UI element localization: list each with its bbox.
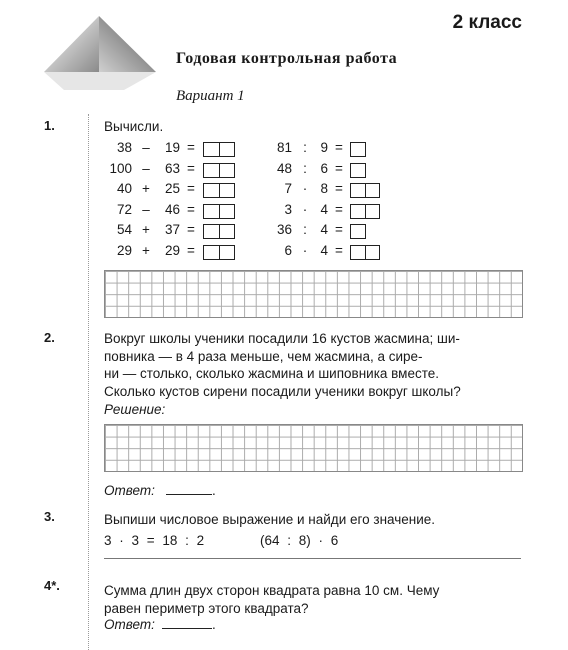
page-title: Годовая контрольная работа xyxy=(176,50,398,67)
task-1-number: 1. xyxy=(44,118,55,133)
answer-box[interactable] xyxy=(203,224,235,239)
answer-box[interactable] xyxy=(203,245,235,260)
operand-a: 72 xyxy=(116,201,132,217)
equals-sign: = xyxy=(187,222,195,238)
equals-sign: = xyxy=(335,140,343,155)
answer-box[interactable] xyxy=(350,204,380,219)
task-4-line: Сумма длин двух сторон квадрата равна 10 см. Чему xyxy=(104,583,440,598)
task-4-answer-period: . xyxy=(212,617,216,632)
equals-sign: = xyxy=(187,160,195,176)
operator: : xyxy=(303,140,307,155)
operand-b: 19 xyxy=(164,140,180,155)
operator: · xyxy=(302,243,308,258)
operator: · xyxy=(302,181,308,197)
task-4-line: равен периметр этого квадрата? xyxy=(104,600,309,616)
task-3-number: 3. xyxy=(44,509,55,524)
equals-sign: = xyxy=(335,160,343,176)
equals-sign: = xyxy=(187,140,195,155)
operand-b: 46 xyxy=(164,201,180,217)
answer-box[interactable] xyxy=(203,142,235,157)
task-4-answer-label: Ответ: xyxy=(104,617,155,632)
task-3-prompt: Выпиши числовое выражение и найди его значение. xyxy=(104,512,436,527)
answer-box[interactable] xyxy=(350,142,366,157)
equals-sign: = xyxy=(335,243,343,258)
operand-a: 100 xyxy=(109,160,132,176)
operand-a: 38 xyxy=(116,140,132,155)
equals-sign: = xyxy=(335,222,343,238)
operand-a: 54 xyxy=(116,222,132,238)
operator: – xyxy=(142,140,150,155)
operator: – xyxy=(142,201,150,217)
answer-box[interactable] xyxy=(350,183,380,198)
margin-divider xyxy=(88,114,89,650)
answer-box[interactable] xyxy=(203,163,235,178)
operand-a: 6 xyxy=(284,243,292,258)
operand-a: 81 xyxy=(276,140,292,155)
task-2-line: Сколько кустов сирени посадили ученики вокруг школы? xyxy=(104,383,461,399)
equals-sign: = xyxy=(187,201,195,217)
operand-b: 63 xyxy=(164,160,180,176)
operand-b: 4 xyxy=(320,201,328,217)
operand-b: 4 xyxy=(320,243,328,258)
operator: : xyxy=(303,222,307,238)
operator: – xyxy=(142,160,150,176)
answer-box[interactable] xyxy=(203,183,235,198)
task-4-answer-field[interactable] xyxy=(162,614,212,629)
answer-box[interactable] xyxy=(350,245,380,260)
answer-box[interactable] xyxy=(350,163,366,178)
equals-sign: = xyxy=(335,201,343,217)
operand-a: 48 xyxy=(276,160,292,176)
grade-label: 2 класс xyxy=(452,12,522,33)
operator: + xyxy=(142,181,150,197)
task-2-line: повника — в 4 раза меньше, чем жасмина, а сире- xyxy=(104,348,423,364)
task-4-text xyxy=(104,582,524,617)
operand-b: 6 xyxy=(320,160,328,176)
operand-b: 37 xyxy=(164,222,180,238)
operand-a: 3 xyxy=(284,201,292,217)
operator: · xyxy=(302,201,308,217)
solution-label: Решение: xyxy=(104,402,166,417)
task-2-line: Вокруг школы ученики посадили 16 кустов жасмина; ши- xyxy=(104,331,460,346)
operand-b: 25 xyxy=(164,181,180,197)
answer-box[interactable] xyxy=(350,224,366,239)
operator: + xyxy=(142,222,150,238)
task-2-text xyxy=(104,330,524,400)
operand-b: 4 xyxy=(320,222,328,238)
task-1-prompt: Вычисли. xyxy=(104,119,164,134)
operator: + xyxy=(142,243,150,258)
work-grid-1[interactable] xyxy=(104,270,523,318)
task-3-expression-1: 3 · 3 = 18 : 2 xyxy=(104,533,205,548)
equals-sign: = xyxy=(187,243,195,258)
operand-b: 9 xyxy=(320,140,328,155)
answer-box[interactable] xyxy=(203,204,235,219)
task-3-answer-line[interactable] xyxy=(104,557,521,559)
task-2-answer-label: Ответ: xyxy=(104,483,155,498)
operand-a: 29 xyxy=(116,243,132,258)
operand-b: 29 xyxy=(164,243,180,258)
variant-label: Вариант 1 xyxy=(176,88,245,104)
task-3-expression-2: (64 : 8) · 6 xyxy=(260,533,339,548)
task-4-number: 4*. xyxy=(44,578,60,593)
equals-sign: = xyxy=(335,181,343,197)
work-grid-2[interactable] xyxy=(104,424,523,472)
operator: : xyxy=(303,160,307,176)
equals-sign: = xyxy=(187,181,195,197)
operand-a: 40 xyxy=(116,181,132,197)
operand-a: 7 xyxy=(284,181,292,197)
operand-b: 8 xyxy=(320,181,328,197)
task-2-number: 2. xyxy=(44,330,55,345)
corner-decoration-icon xyxy=(44,14,164,94)
task-2-answer-field[interactable] xyxy=(166,480,212,495)
task-2-answer-period: . xyxy=(212,483,216,498)
task-2-line: ни — столько, сколько жасмина и шиповника вместе. xyxy=(104,366,440,381)
operand-a: 36 xyxy=(276,222,292,238)
